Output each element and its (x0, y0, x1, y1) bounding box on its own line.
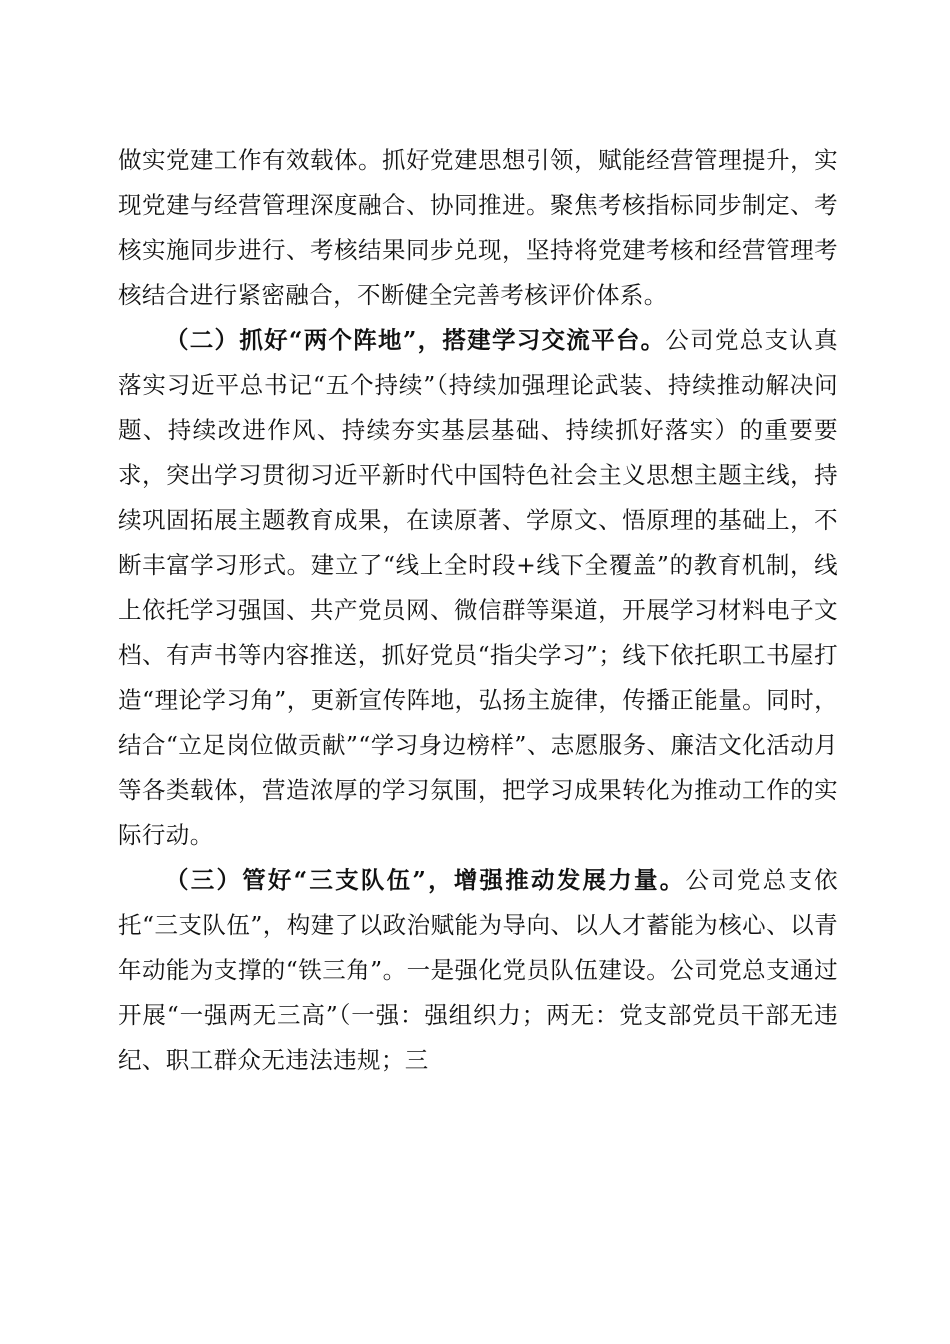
paragraph-text: 公司党总支认真落实习近平总书记“五个持续”（持续加强理论武装、持续推动解决问题、持续改进作风、持续夯实基层基础、持续抓好落实）的重要要求，突出学习贯彻习近平新时代中国特色社会主义思想主题主线，持续巩固拓展主题教育成果，在读原著、学原文、悟原理的基础上，不断丰富学习形式。建立了“线上全时段+线下全覆盖”的教育机制，线上依托学习强国、共产党员网、微信群等渠道，开展学习材料电子文档、有声书等内容推送，抓好党员“指尖学习”；线下依托职工书屋打造“理论学习角”，更新宣传阵地，弘扬主旋律，传播正能量。同时，结合“立足岗位做贡献”“学习身边榜样”、志愿服务、廉洁文化活动月等各类载体，营造浓厚的学习氛围，把学习成果转化为推动工作的实际行动。 (118, 326, 838, 849)
paragraph-text: 做实党建工作有效载体。抓好党建思想引领，赋能经营管理提升，实现党建与经营管理深度融合、协同推进。聚焦考核指标同步制定、考核实施同步进行、考核结果同步兑现，坚持将党建考核和经营管理考核结合进行紧密融合，不断健全完善考核评价体系。 (118, 146, 838, 309)
document-body (118, 138, 838, 1083)
section-heading-two: （二）抓好“两个阵地”，搭建学习交流平台。 (165, 326, 666, 354)
paragraph-continuation (118, 138, 838, 318)
paragraph-three-teams (118, 858, 838, 1083)
paragraph-text: 公司党总支依托“三支队伍”，构建了以政治赋能为导向、以人才蓄能为核心、以青年动能为支撑的“铁三角”。一是强化党员队伍建设。公司党总支通过开展“一强两无三高”（一强：强组织力；两无：党支部党员干部无违纪、职工群众无违法违规；三 (118, 866, 839, 1074)
section-heading-three: （三）管好“三支队伍”，增强推动发展力量。 (165, 866, 686, 894)
paragraph-two-positions (118, 318, 838, 858)
